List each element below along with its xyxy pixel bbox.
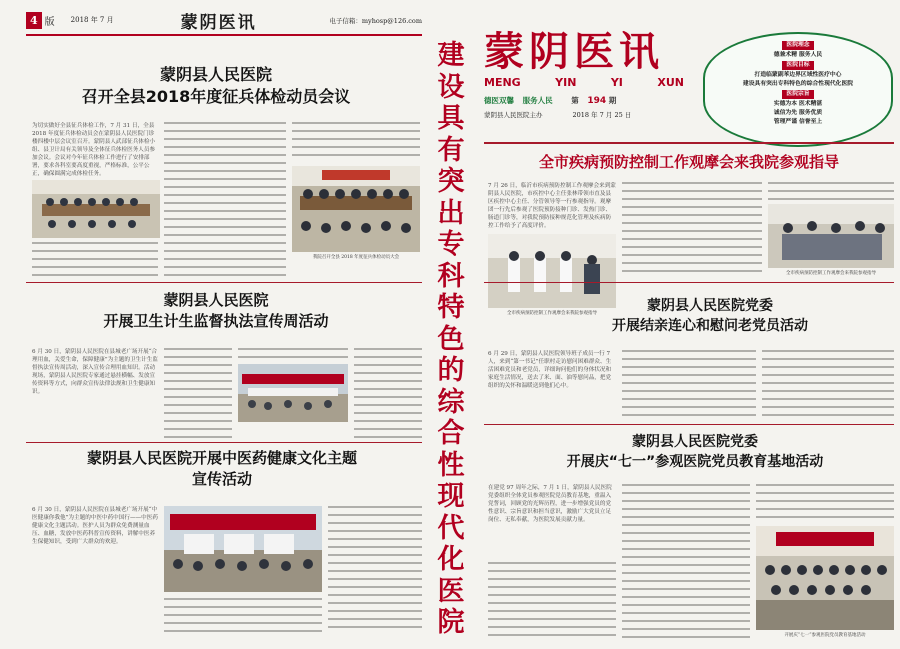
article2-text-lines-a <box>164 348 232 440</box>
page-email: 电子信箱：myhosp@126.com <box>329 16 422 25</box>
inner-page <box>6 0 424 649</box>
tcm-event-photo-image <box>164 506 322 592</box>
article5-text-lines-a <box>622 350 756 420</box>
seal-line-6: 管理严谨 信誉至上 <box>773 119 823 125</box>
article4-caption-b: 全市疾病预防控制工作观摩会来我院参观指导 <box>786 271 876 276</box>
article3-title-line1: 蒙阴县人民医院开展中医药健康文化主题 <box>86 449 357 467</box>
pinyin-2: YIN <box>555 76 577 89</box>
vertical-banner-text: 建设具有突出专科特色的综合性现代化医院 <box>437 40 465 638</box>
article6-photo <box>756 526 894 630</box>
seal-line-4: 实德为本 医术精湛 <box>773 101 823 107</box>
article3-body: 6 月 30 日，蒙阴县人民医院在县城老广场开展“中医健康你我他”为主题的中医中药中国行——中医药健康文化主题活动。医护人员为群众免费测量血压、血糖，发放中医药科普宣传资料，讲解中医养生保健知识，受到广大群众的欢迎。 <box>32 507 158 545</box>
conference-photo-image <box>292 166 420 252</box>
front-pinyin <box>484 76 684 89</box>
front-masthead <box>484 30 684 119</box>
seal-line-1: 德兼术精 服务人民 <box>773 52 823 58</box>
article6-headline <box>500 432 890 472</box>
front-slogans <box>484 95 684 106</box>
article6-text-lines-a <box>488 562 616 640</box>
pinyin-3: YI <box>610 76 623 89</box>
article4-body: 7 月 26 日，临沂市疾病预防控制工作观摩会来到蒙阴县人民医院，市疾控中心主任张林带领市直及县区疾控中心主任、分管领导等一行参观指导。观摩团一行先后参观了医院预防接种门诊、发热门诊、肠道门诊等，对我院预防接种规范化管理及疾病防控工作给予了高度评价。 <box>488 183 616 229</box>
article3-photo <box>164 506 322 592</box>
article2-text-lines-b <box>238 348 348 362</box>
page-number: 4 <box>26 12 42 29</box>
article3-title-line2: 宣传活动 <box>191 470 252 488</box>
article1-photo-small <box>32 180 160 238</box>
article1-text-lines-b <box>164 122 286 280</box>
party-members-photo-image <box>756 526 894 630</box>
meeting-photo-image <box>32 180 160 238</box>
front-publisher-line <box>484 110 684 119</box>
pinyin-4: XUN <box>657 76 684 89</box>
visit-photo-2-image <box>768 204 894 268</box>
article4-text-lines-a <box>622 182 762 274</box>
article5-headline <box>540 296 880 336</box>
slogan-2: 服务人民 <box>522 96 553 105</box>
seal-line-5: 诚信为先 服务优质 <box>773 110 823 116</box>
article2-title-line2: 开展卫生计生监督执法宣传周活动 <box>103 312 329 330</box>
article1-body: 为切实做好全县征兵体检工作，7 月 31 日，全县 2018 年度征兵体检动员会在蒙阴县人民医院门诊楼四楼中层会议室召开。蒙阴县人武部征兵体检小组、县卫计局有关领导及全体征兵体检医务人员参加会议。会议对今年征兵体检工作进行了安排部署，要求各科室要高度重视，严格标准，公平公正，确保圆满完成体检任务。 <box>32 123 156 176</box>
article6-caption: 开展庆“七一”参观医院党员教育基地活动 <box>784 633 866 638</box>
article5-title-line1: 蒙阴县人民医院党委 <box>647 298 773 314</box>
article1-caption: 我院召开全县 2018 年度征兵体检动员大会 <box>312 255 400 260</box>
divider <box>484 424 894 425</box>
article4-photo-b <box>768 204 894 268</box>
pinyin-1: MENG <box>484 76 521 89</box>
article1-title-line2: 召开全县2018年度征兵体检动员会议 <box>81 87 351 106</box>
article5-title-line2: 开展结亲连心和慰问老党员活动 <box>612 318 808 334</box>
article1-title-line1: 蒙阴县人民医院 <box>159 65 272 84</box>
article2-photo <box>238 364 348 422</box>
masthead-rule <box>484 142 894 144</box>
article5-text-lines-b <box>762 350 894 420</box>
page-masthead: 蒙阴医讯 <box>180 12 257 33</box>
article4-caption-a: 全市疾病预防控制工作观摩会来我院参观指导 <box>507 311 597 316</box>
article1-photo-large <box>292 166 420 252</box>
article3-text-lines-b <box>328 506 422 640</box>
slogan-1: 德医双馨 <box>484 96 514 105</box>
article6-title-line2: 开展庆“七一”参观医院党员教育基地活动 <box>566 454 824 470</box>
article2-title-line1: 蒙阴县人民医院 <box>163 291 269 309</box>
divider <box>26 442 422 443</box>
outdoor-event-photo-image <box>238 364 348 422</box>
seal-tag-2: 医院目标 <box>782 61 813 70</box>
article1-text-lines-a <box>32 242 158 278</box>
divider <box>484 282 894 283</box>
article3-headline <box>42 448 402 490</box>
article3-text-lines-a <box>164 598 322 640</box>
seal-tag-3: 医院宗旨 <box>782 90 813 99</box>
front-date: 2018 年 7 月 25 日 <box>572 111 632 119</box>
seal-line-3: 建设具有突出专科特色的综合性现代化医院 <box>742 81 854 87</box>
publisher: 蒙阴县人民医院主办 <box>484 111 543 119</box>
article6-title-line1: 蒙阴县人民医院党委 <box>632 434 758 450</box>
article5-body: 6 月 29 日，蒙阴县人民医院领导班子成员一行 7 人，来到“第一书记”任职村走访慰问困难群众、生活困难党员和老党员，详细询问他们的身体状况和家庭生活情况，送去了米、面、油等慰问品，把党组织的关怀和温暖送到他们心中。 <box>488 351 612 389</box>
seal-tag-1: 医院理念 <box>782 41 813 50</box>
vertical-banner <box>424 40 478 638</box>
article2-body: 6 月 30 日，蒙阴县人民医院在县城老广场开展“合理用血，关爱生命，保障健康”为主题的卫生计生监督执法宣传周活动，深入宣传合理用血知识。活动现场，蒙阴县人民医院专家通过悬挂横幅、发放宣传资料等方式，向群众宣传法律法规和卫生健康知识。 <box>32 349 158 395</box>
article6-body: 在建党 97 周年之际，7 月 1 日，蒙阴县人民医院党委组织全体党员参观医院党员教育基地，重温入党誓词，回顾党的光辉历程，进一步增强党员的党性意识、宗旨意识和担当意识，激励广大党员立足岗位、无私奉献，为医院发展贡献力量。 <box>488 485 612 523</box>
article6-text-lines-b <box>622 484 750 640</box>
article1-text-lines-c <box>292 122 420 160</box>
front-title: 蒙阴医讯 <box>484 28 664 75</box>
page-header <box>26 6 422 36</box>
article2-headline <box>76 290 356 332</box>
seal-line-2: 打造临蒙副苯边界区域性医疗中心 <box>754 72 842 78</box>
article4-headline: 全市疾病预防控制工作观摩会来我院参观指导 <box>538 153 839 171</box>
page-date: 2018 年 7 月 <box>70 16 114 24</box>
article4-text-lines-b <box>768 182 894 202</box>
article6-text-lines-c <box>756 484 894 522</box>
article1-headline <box>66 64 366 108</box>
hospital-motto-seal <box>703 32 893 147</box>
divider <box>26 282 422 283</box>
page-suffix: 版 <box>44 16 55 28</box>
issue-number: 第 194 期 <box>571 96 617 106</box>
article2-text-lines-c <box>354 348 422 440</box>
